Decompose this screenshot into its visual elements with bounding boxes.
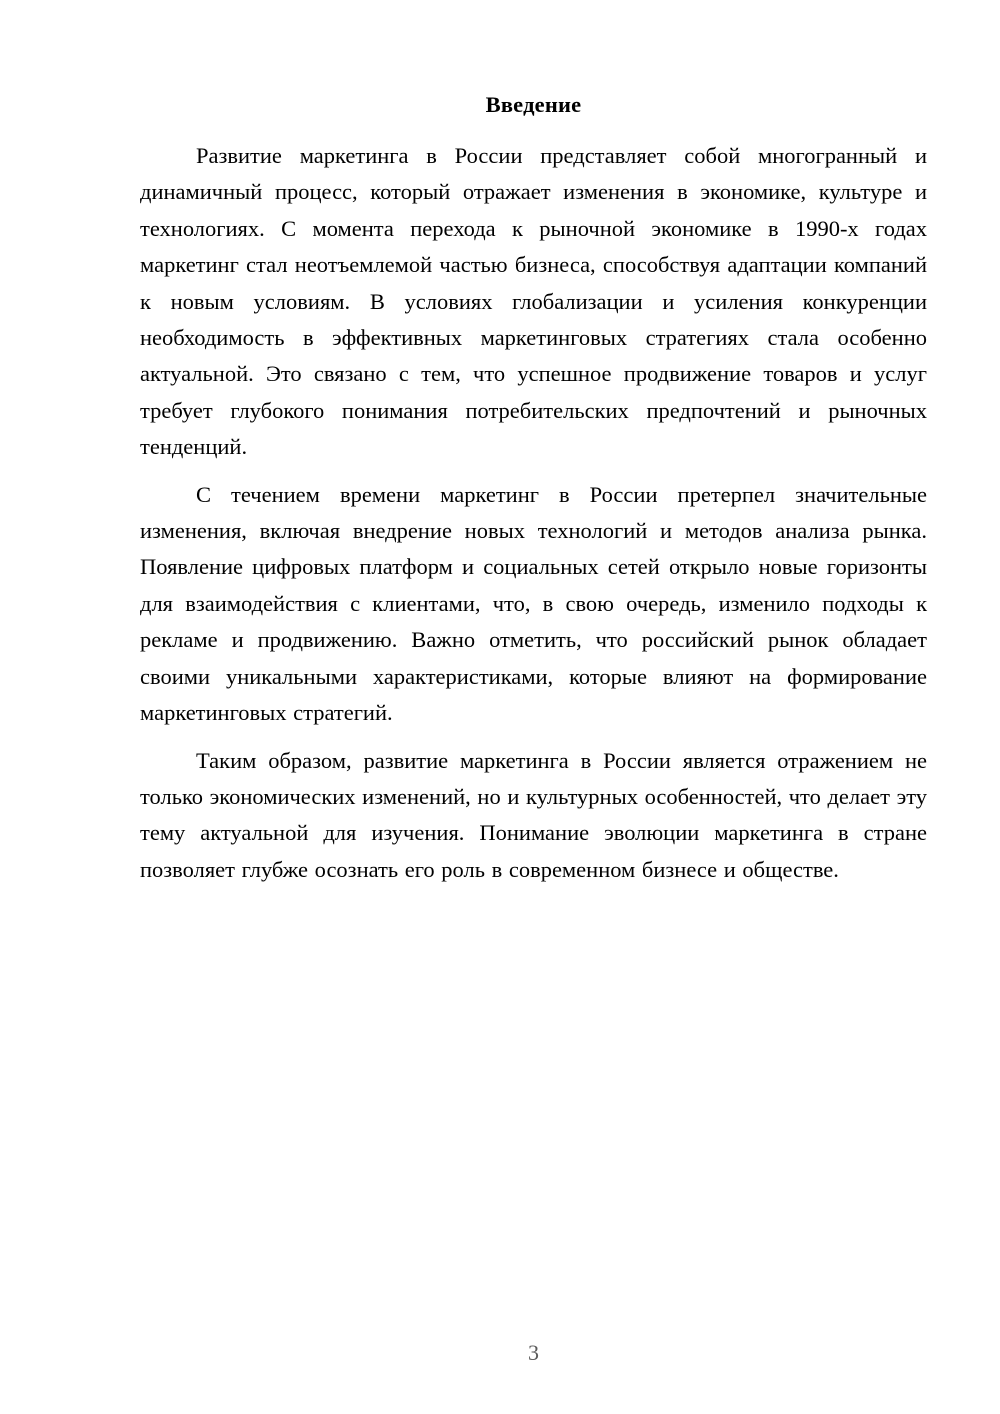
page-number: 3 [528, 1340, 539, 1365]
body-paragraph: Развитие маркетинга в России представляет собой многогранный и динамичный процесс, который отражает изменения в экономике, культуре и технологиях. С момента перехода к рыночной экономике в 1990-х годах маркетинг стал неотъемлемой частью бизнеса, способствуя адаптации компаний к новым условиям. В условиях глобализации и усиления конкуренции необходимость в эффективных маркетинговых стратегиях стала особенно актуальной. Это связано с тем, что успешное продвижение товаров и услуг требует глубокого понимания потребительских предпочтений и рыночных тенденций. [140, 143, 927, 460]
body-paragraph: С течением времени маркетинг в России претерпел значительные изменения, включая внедрение новых технологий и методов анализа рынка. Появление цифровых платформ и социальных сетей открыло новые горизонты для взаимодействия с клиентами, что, в свою очередь, изменило подходы к рекламе и продвижению. Важно отметить, что российский рынок обладает своими уникальными характеристиками, которые влияют на формирование маркетинговых стратегий. [140, 481, 927, 726]
page-footer [140, 1340, 927, 1366]
page-title: Введение [485, 92, 582, 117]
body-paragraph: Таким образом, развитие маркетинга в России является отражением не только экономических изменений, но и культурных особенностей, что делает эту тему актуальной для изучения. Понимание эволюции маркетинга в стране позволяет глубже осознать его роль в современном бизнесе и обществе. [140, 747, 928, 882]
